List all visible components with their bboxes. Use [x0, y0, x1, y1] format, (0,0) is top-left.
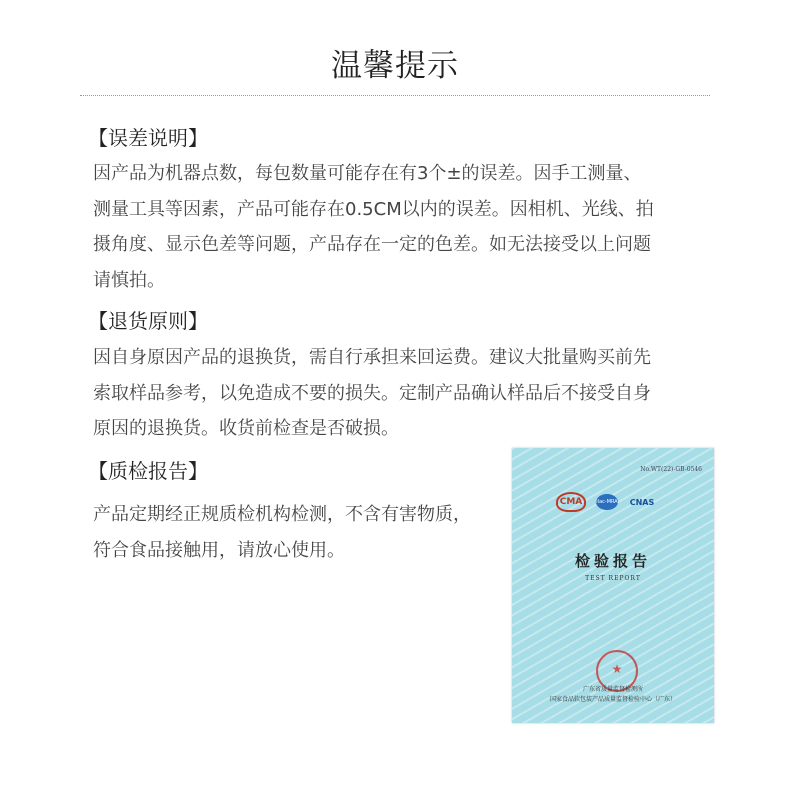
ilac-logo-icon: ilac-MRA: [596, 494, 618, 510]
test-report-image: [512, 448, 714, 723]
text-line: 原因的退换货。收货前检查是否破损。: [93, 418, 399, 439]
report-org-line1: 广东省质量监督检测所: [582, 686, 643, 693]
text-line: 请慎拍。: [93, 269, 165, 291]
text-line: 测量工具等因素，产品可能存在0.5CM以内的误差。因相机、光线、拍: [93, 198, 654, 220]
cma-logo-icon: CMA: [556, 492, 586, 512]
text-line: 产品定期经正规质检机构检测，不含有害物质，: [93, 504, 471, 525]
section-heading-return: 【退货原则】: [88, 309, 208, 333]
report-subtitle: TEST REPORT: [585, 575, 641, 582]
report-org-line2: 国家食品软包装产品质量监督检验中心（广东）: [549, 696, 676, 703]
text-line: 符合食品接触用，请放心使用。: [93, 539, 345, 561]
text-line: 因产品为机器点数，每包数量可能存在有3个±的误差。因手工测量、: [93, 163, 642, 184]
report-logos: [556, 492, 656, 512]
section-text-inspection: [93, 497, 503, 568]
report-title: 检验报告: [574, 552, 651, 570]
text-line: 因自身原因产品的退换货，需自行承担来回运费。建议大批量购买前先: [93, 347, 651, 368]
section-heading-error: 【误差说明】: [88, 126, 208, 150]
section-heading-inspection: 【质检报告】: [88, 459, 208, 483]
text-line: 索取样品参考，以免造成不要的损失。定制产品确认样品后不接受自身: [93, 382, 651, 404]
cnas-logo-icon: CNAS: [629, 497, 655, 507]
section-text-error: [93, 156, 719, 298]
text-line: 摄角度、显示色差等问题，产品存在一定的色差。如无法接受以上问题: [93, 234, 651, 255]
section-text-return: [93, 340, 719, 447]
title-divider: [80, 95, 710, 96]
page-title: 温馨提示: [331, 48, 459, 84]
report-number: No.WT(22)-GB-0546: [640, 466, 702, 473]
red-stamp-icon: ★: [596, 650, 638, 692]
